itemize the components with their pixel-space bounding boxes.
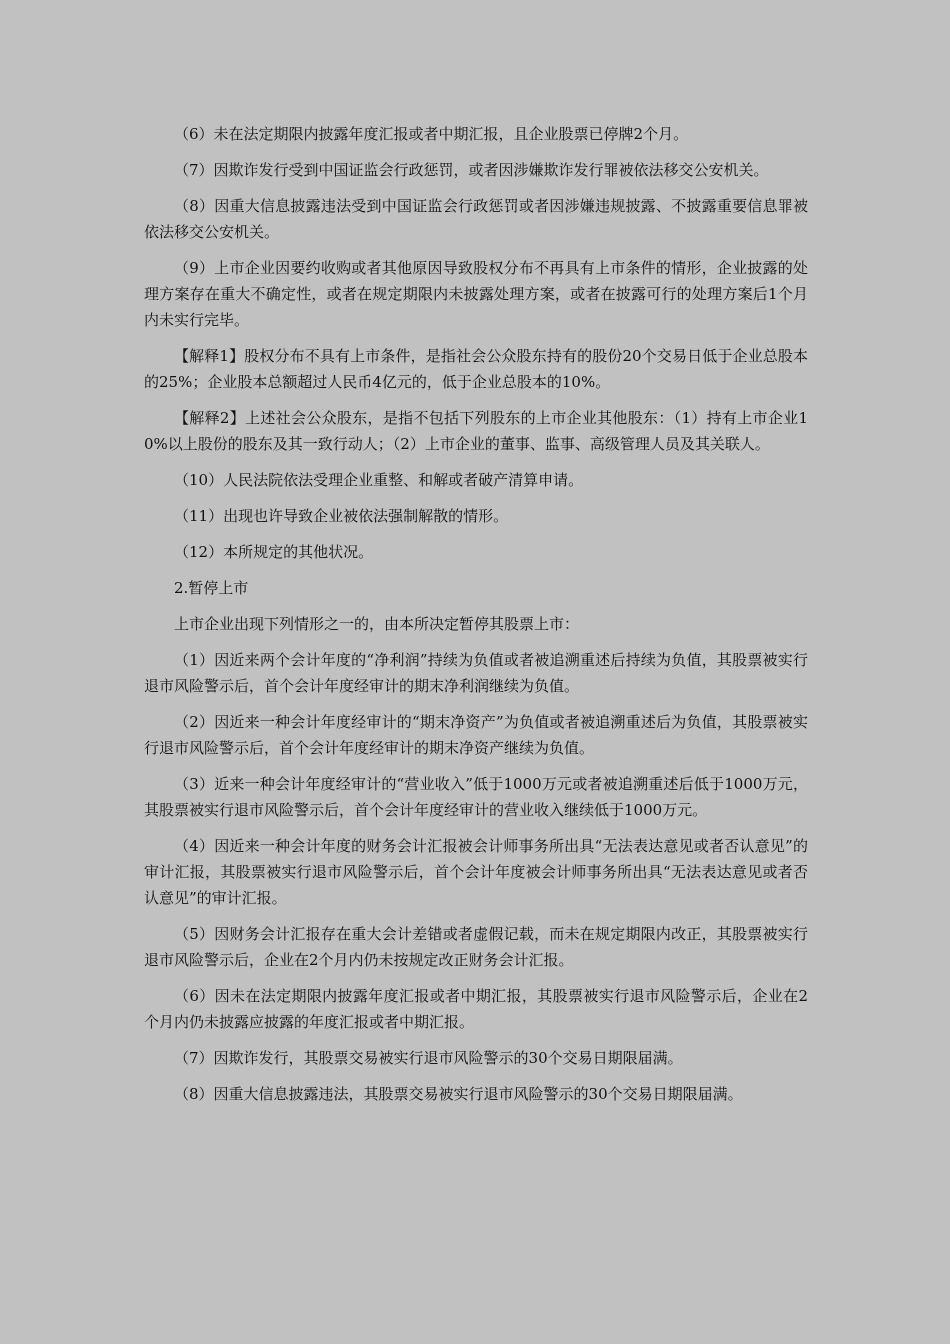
paragraph: （5）因财务会计汇报存在重大会计差错或者虚假记载，而未在规定期限内改正，其股票被实行退市风险警示后，企业在2个月内仍未按规定改正财务会计汇报。: [144, 925, 808, 969]
paragraph: （8）因重大信息披露违法，其股票交易被实行退市风险警示的30个交易日期限届满。: [174, 1085, 743, 1103]
paragraph: （2）因近来一种会计年度经审计的“期末净资产”为负值或者被追溯重述后为负值，其股票被实行退市风险警示后，首个会计年度经审计的期末净资产继续为负值。: [144, 713, 808, 757]
paragraph: （6）因未在法定期限内披露年度汇报或者中期汇报，其股票被实行退市风险警示后，企业在2个月内仍未披露应披露的年度汇报或者中期汇报。: [144, 987, 808, 1031]
paragraph: （3）近来一种会计年度经审计的“营业收入”低于1000万元或者被追溯重述后低于1000万元，其股票被实行退市风险警示后，首个会计年度经审计的营业收入继续低于1000万元。: [144, 775, 808, 819]
paragraph: （11）出现也许导致企业被依法强制解散的情形。: [174, 507, 509, 525]
paragraph: （7）因欺诈发行受到中国证监会行政惩罚，或者因涉嫌欺诈发行罪被依法移交公安机关。: [174, 161, 769, 179]
paragraph: （10）人民法院依法受理企业重整、和解或者破产清算申请。: [174, 471, 584, 489]
paragraph: （7）因欺诈发行，其股票交易被实行退市风险警示的30个交易日期限届满。: [174, 1049, 683, 1067]
paragraph: （1）因近来两个会计年度的“净利润”持续为负值或者被追溯重述后持续为负值，其股票被实行退市风险警示后，首个会计年度经审计的期末净利润继续为负值。: [144, 651, 808, 695]
document-body: [144, 121, 808, 1117]
paragraph: （4）因近来一种会计年度的财务会计汇报被会计师事务所出具“无法表达意见或者否认意见”的审计汇报，其股票被实行退市风险警示后，首个会计年度被会计师事务所出具“无法表达意见或者否认意见”的审计汇报。: [144, 837, 808, 907]
explanation-paragraph: 【解释1】股权分布不具有上市条件，是指社会公众股东持有的股份20个交易日低于企业总股本的25%；企业股本总额超过人民币4亿元的，低于企业总股本的10%。: [144, 347, 808, 391]
explanation-paragraph: 【解释2】上述社会公众股东，是指不包括下列股东的上市企业其他股东：（1）持有上市企业10%以上股份的股东及其一致行动人；（2）上市企业的董事、监事、高级管理人员及其关联人。: [144, 409, 808, 453]
paragraph: （6）未在法定期限内披露年度汇报或者中期汇报，且企业股票已停牌2个月。: [174, 125, 689, 143]
paragraph: （8）因重大信息披露违法受到中国证监会行政惩罚或者因涉嫌违规披露、不披露重要信息罪被依法移交公安机关。: [144, 197, 808, 241]
paragraph: 上市企业出现下列情形之一的，由本所决定暂停其股票上市：: [174, 615, 580, 633]
paragraph: （12）本所规定的其他状况。: [174, 543, 374, 561]
section-heading: 2.暂停上市: [174, 579, 249, 597]
paragraph: （9）上市企业因要约收购或者其他原因导致股权分布不再具有上市条件的情形，企业披露的处理方案存在重大不确定性，或者在规定期限内未披露处理方案，或者在披露可行的处理方案后1个月内未实行完毕。: [144, 259, 808, 329]
